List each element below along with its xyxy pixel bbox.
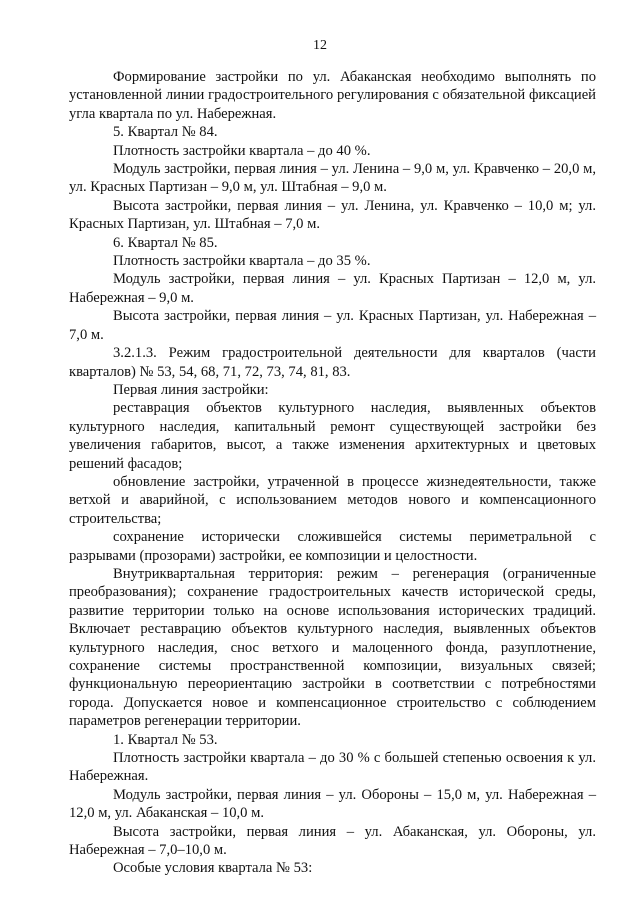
- paragraph: Модуль застройки, первая линия – ул. Красных Партизан – 12,0 м, ул. Набережная – 9,0 м.: [69, 271, 596, 306]
- paragraph: реставрация объектов культурного наследия, выявленных объектов культурного наследия, капитальный ремонт существующей застройки без увеличения габаритов, высот, а также изменения архитектурных и цветовых решений фасадов;: [69, 400, 596, 472]
- paragraph: 6. Квартал № 85.: [113, 234, 218, 251]
- paragraph: Плотность застройки квартала – до 40 %.: [113, 142, 371, 159]
- paragraph: 3.2.1.3. Режим градостроительной деятельности для кварталов (части кварталов) № 53, 54, 68, 71, 72, 73, 74, 81, 83.: [69, 345, 596, 380]
- paragraph: Высота застройки, первая линия – ул. Абаканская, ул. Обороны, ул. Набережная – 7,0–10,0 м.: [69, 823, 596, 859]
- paragraph: Плотность застройки квартала – до 35 %.: [113, 253, 371, 270]
- paragraph: Модуль застройки, первая линия – ул. Обороны – 15,0 м, ул. Набережная – 12,0 м, ул. Абаканская – 10,0 м.: [69, 786, 596, 822]
- paragraph: сохранение исторически сложившейся системы периметральной с разрывами (прозорами) застройки, ее композиции и целостности.: [69, 529, 596, 564]
- paragraph: Модуль застройки, первая линия – ул. Ленина – 9,0 м, ул. Кравченко – 20,0 м, ул. Красных Партизан – 9,0 м, ул. Штабная – 9,0 м.: [69, 161, 596, 196]
- paragraph: 1. Квартал № 53.: [113, 731, 218, 748]
- paragraph: Особые условия квартала № 53:: [113, 860, 313, 877]
- paragraph: Внутриквартальная территория: режим – регенерация (ограниченные преобразования); сохранение градостроительных качеств исторической среды, развитие территории только на основе использования исторических традиций. Включает реставрацию объектов культурного наследия, выявленных объектов культурного наследия, снос ветхого и малоценного фонда, разуплотнение, сохранение системы пространственной композиции, визуальных связей; функциональную переориентацию застройки в соответствии с потребностями города. Допускается новое и компенсационное строительство с соблюдением параметров регенерации территории.: [69, 565, 596, 730]
- paragraph: 5. Квартал № 84.: [113, 124, 218, 141]
- paragraph: Формирование застройки по ул. Абаканская необходимо выполнять по установленной линии градостроительного регулирования с обязательной фиксацией угла квартала по ул. Набережная.: [69, 69, 596, 122]
- document-body: [69, 68, 596, 878]
- paragraph: Первая линия застройки:: [113, 381, 269, 398]
- paragraph: Высота застройки, первая линия – ул. Ленина, ул. Кравченко – 10,0 м; ул. Красных Партизан, ул. Штабная – 7,0 м.: [69, 197, 596, 233]
- paragraph: Плотность застройки квартала – до 30 % с большей степенью освоения к ул. Набережная.: [69, 750, 596, 785]
- paragraph: Высота застройки, первая линия – ул. Красных Партизан, ул. Набережная – 7,0 м.: [69, 308, 596, 343]
- page-number: 12: [313, 38, 327, 53]
- paragraph: обновление застройки, утраченной в процессе жизнедеятельности, также ветхой и аварийной, с использованием методов нового и компенсационного строительства;: [69, 473, 596, 527]
